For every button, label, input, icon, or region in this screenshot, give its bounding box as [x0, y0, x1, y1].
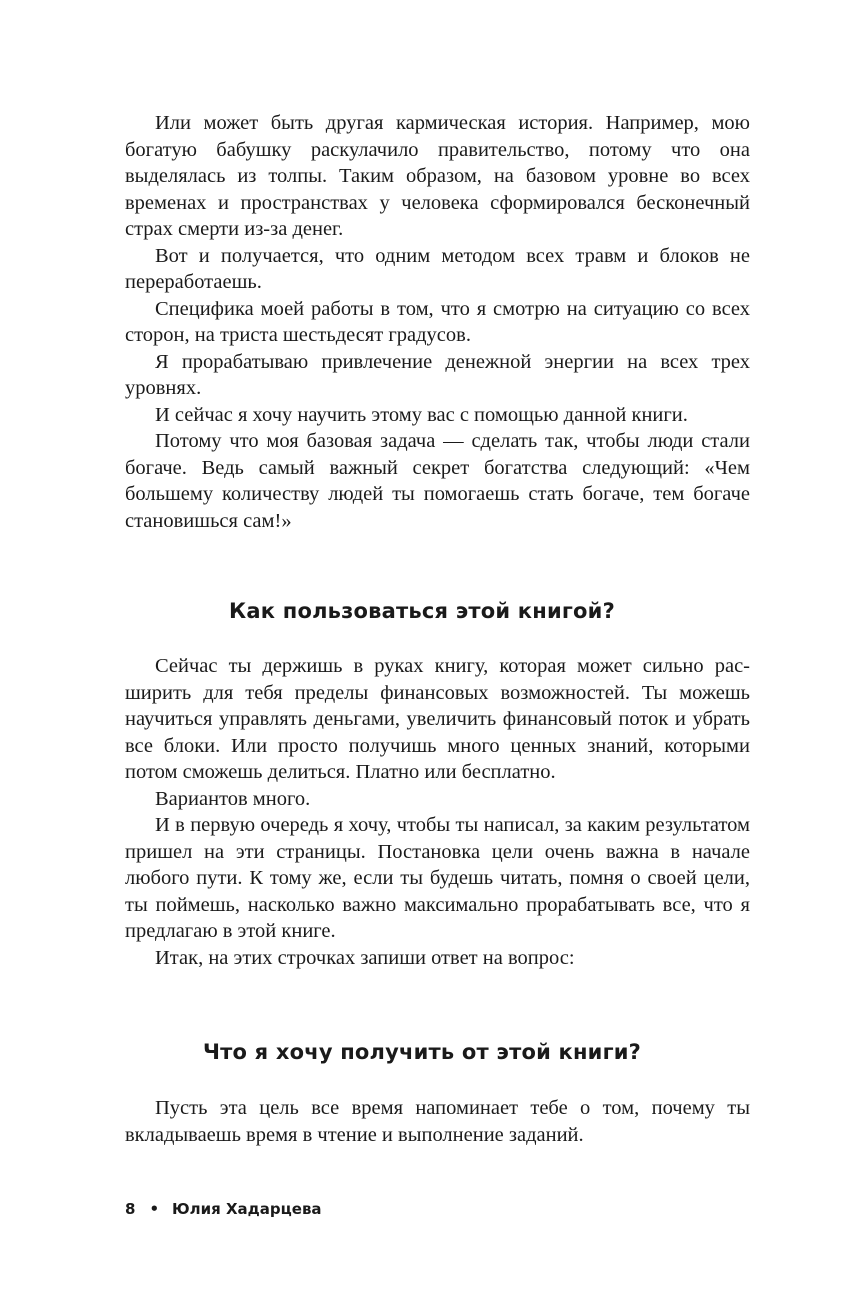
goal-text — [125, 1095, 750, 1148]
paragraph: Потому что моя базовая задача — сделать так, чтобы люди стали богаче. Ведь самый важный секрет богатства следующий: «Чем большему количеству людей ты помогаешь стать богаче, тем богаче становишься сам!» — [125, 430, 750, 532]
paragraph: И в первую очередь я хочу, чтобы ты написал, за каким результатом пришел на эти страницы. Постановка цели очень важна в начале любого пути. К тому же, если ты будешь читать, помня о своей цели, ты поймешь, насколько важно максимально прорабатывать все, что я предлагаю в этой книге. — [125, 814, 750, 942]
paragraph: Сейчас ты держишь в руках книгу, которая может сильно расширить для тебя пределы финансовых возможностей. Ты можешь научиться управлять деньгами, увеличить финансовый поток и убрать все блоки. Или просто получишь много ценных знаний, которыми потом сможешь делиться. Платно или бесплатно. — [125, 655, 750, 783]
footer-separator: • — [149, 1200, 160, 1218]
paragraph: Я прорабатываю привлечение денежной энергии на всех трех уровнях. — [125, 350, 750, 399]
intro-text — [125, 110, 750, 534]
section-heading-how-to-use: Как пользоваться этой книгой? — [229, 599, 615, 623]
paragraph: Вот и получается, что одним методом всех травм и блоков не переработаешь. — [125, 244, 750, 293]
paragraph: Пусть эта цель все время напоминает тебе о том, почему ты вкладываешь время в чтение и выполнение заданий. — [125, 1097, 750, 1146]
paragraph: Специфика моей работы в том, что я смотрю на ситуацию со всех сторон, на триста шестьдесят градусов. — [125, 297, 750, 346]
paragraph: Вариантов много. — [155, 787, 311, 810]
page-footer — [125, 1200, 322, 1218]
author-name: Юлия Хадарцева — [172, 1200, 322, 1218]
how-to-use-text — [125, 653, 750, 971]
paragraph: Итак, на этих строчках запиши ответ на вопрос: — [155, 946, 575, 969]
page-number: 8 — [125, 1200, 136, 1218]
paragraph: И сейчас я хочу научить этому вас с помощью данной книги. — [155, 403, 688, 426]
paragraph: Или может быть другая кармическая история. Например, мою богатую бабушку раскулачило правительство, потому что она выделялась из толпы. Таким образом, на базовом уровне во всех временах и пространствах у человека сформировался бесконечный страх смерти из-за денег. — [125, 112, 750, 240]
section-heading-goal: Что я хочу получить от этой книги? — [202, 1040, 642, 1064]
